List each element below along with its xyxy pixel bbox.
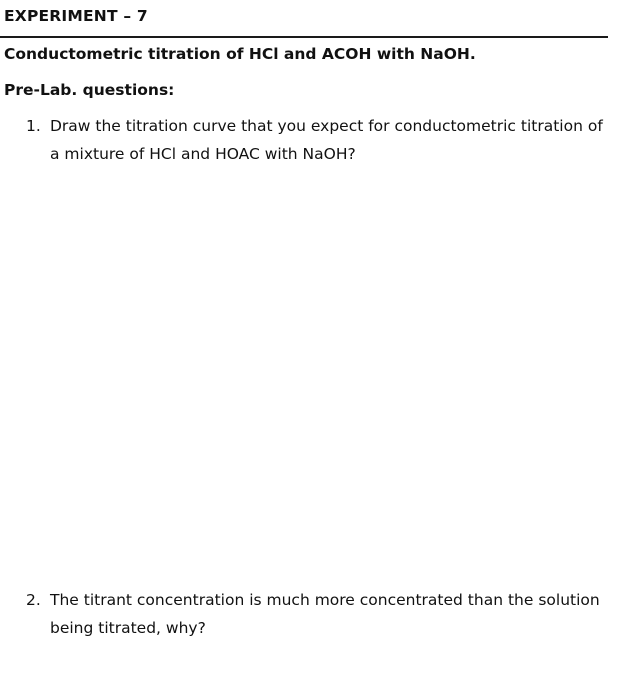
experiment-title: EXPERIMENT – 7 [4,7,148,25]
question-item [26,112,606,168]
question-number: 2. [26,591,41,609]
question-item [26,586,606,642]
question-text: The titrant concentration is much more concentrated than the solution being titrated, why? [50,591,600,637]
prelab-heading: Pre-Lab. questions: [4,81,175,99]
question-text: Draw the titration curve that you expect for conductometric titration of a mixture of HCl and HOAC with NaOH? [50,117,603,163]
experiment-heading: Conductometric titration of HCl and ACOH with NaOH. [4,45,476,63]
title-divider [0,36,608,38]
answer-space [0,170,622,580]
question-number: 1. [26,117,41,135]
